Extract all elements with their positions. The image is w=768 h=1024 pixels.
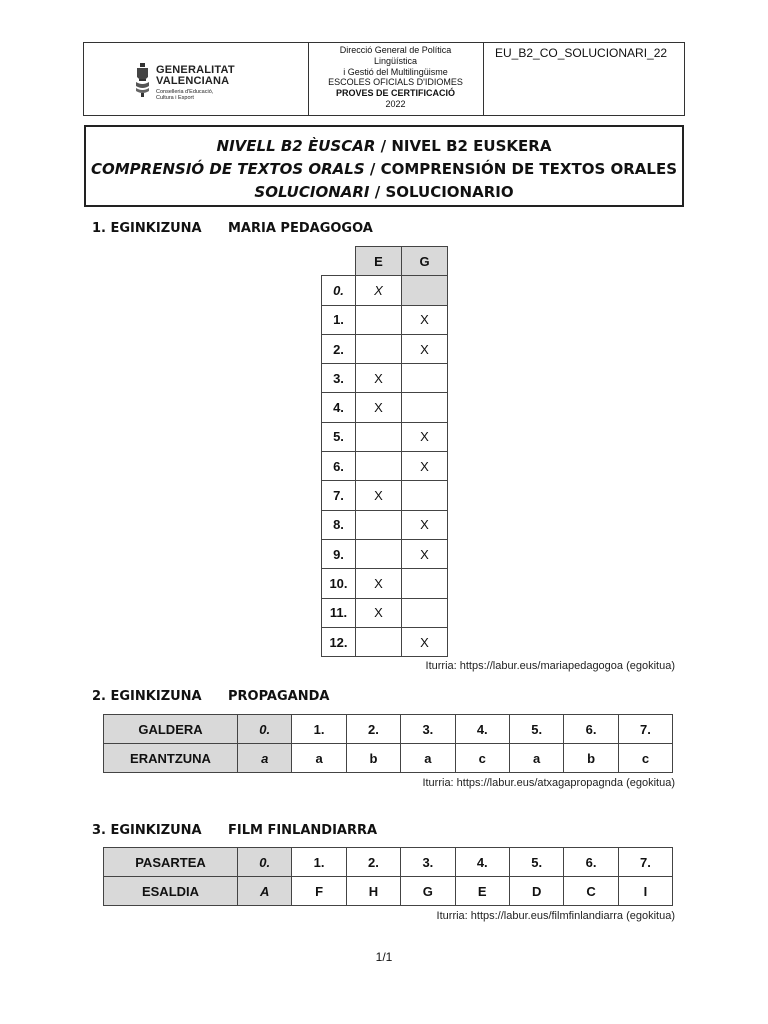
sentence-cell: H [346, 877, 400, 906]
logo-line-3: Conselleria d'Educació, [156, 89, 214, 95]
task2-source: Iturria: https://labur.eus/atxagapropagnda (egokitua) [422, 777, 675, 789]
table-row [104, 744, 673, 773]
answer-cell: b [564, 744, 618, 773]
title-es-3: SOLUCIONARIO [385, 183, 514, 201]
question-number: 2. [322, 334, 356, 363]
sentence-cell: I [618, 877, 672, 906]
logo-line-4: Cultura i Esport [156, 95, 194, 101]
question-cell: 7. [618, 715, 672, 744]
table-row [322, 364, 448, 393]
title-sep: / [375, 137, 392, 155]
title-ca-3: SOLUCIONARI [254, 183, 370, 201]
title-es-2: COMPRENSIÓN DE TEXTOS ORALES [380, 160, 677, 178]
passage-cell: 5. [509, 848, 563, 877]
question-number: 8. [322, 510, 356, 539]
answer-e: X [356, 481, 402, 510]
question-cell: 6. [564, 715, 618, 744]
task3-name: FILM FINLANDIARRA [228, 823, 378, 838]
answer-cell: a [509, 744, 563, 773]
answer-e: X [356, 393, 402, 422]
question-number: 11. [322, 598, 356, 627]
table-row [322, 627, 448, 656]
answer-cell: a [292, 744, 346, 773]
sentence-cell: C [564, 877, 618, 906]
sentence-cell: E [455, 877, 509, 906]
answer-cell: a [401, 744, 455, 773]
task3-source: Iturria: https://labur.eus/filmfinlandiarra (egokitua) [436, 910, 675, 922]
answer-cell: b [346, 744, 400, 773]
column-header-e: E [356, 247, 402, 276]
title-sep: / [364, 160, 381, 178]
answer-g [402, 393, 448, 422]
sentence-cell: G [401, 877, 455, 906]
passage-cell: 2. [346, 848, 400, 877]
passage-cell: 1. [292, 848, 346, 877]
answer-e: X [356, 364, 402, 393]
answer-g: X [402, 305, 448, 334]
task1-name: MARIA PEDAGOGOA [228, 221, 373, 236]
institution-line: i Gestió del Multilingüisme [343, 66, 448, 77]
table-header-row [322, 247, 448, 276]
table-row [322, 598, 448, 627]
question-cell: 4. [455, 715, 509, 744]
title-line-1 [86, 135, 682, 158]
institution-line: PROVES DE CERTIFICACIÓ [335, 88, 455, 99]
table-row [322, 305, 448, 334]
question-number: 12. [322, 627, 356, 656]
task1-answer-table [321, 246, 448, 657]
answer-e [356, 539, 402, 568]
row-label-esaldia: ESALDIA [104, 877, 238, 906]
question-number: 1. [322, 305, 356, 334]
passage-cell: 7. [618, 848, 672, 877]
task2-heading [92, 689, 329, 704]
task3-heading [92, 823, 377, 838]
sentence-cell: A [238, 877, 292, 906]
answer-g [402, 276, 448, 305]
question-cell: 0. [238, 715, 292, 744]
answer-g [402, 364, 448, 393]
task2-answer-table [103, 714, 673, 773]
title-line-3 [86, 181, 682, 204]
answer-e [356, 422, 402, 451]
header-logo-cell [84, 43, 309, 115]
answer-g [402, 598, 448, 627]
question-number: 0. [322, 276, 356, 305]
row-label-pasartea: PASARTEA [104, 848, 238, 877]
table-row [322, 539, 448, 568]
title-ca-1: NIVELL B2 ÈUSCAR [216, 137, 376, 155]
table-row [104, 877, 673, 906]
row-label-erantzuna: ERANTZUNA [104, 744, 238, 773]
page-number: 1/1 [375, 950, 393, 964]
question-number: 7. [322, 481, 356, 510]
column-header-g: G [402, 247, 448, 276]
answer-g: X [402, 422, 448, 451]
title-ca-2: COMPRENSIÓ DE TEXTOS ORALS [90, 160, 365, 178]
header-institution-cell [308, 43, 484, 115]
question-cell: 3. [401, 715, 455, 744]
table-row [322, 334, 448, 363]
answer-g: X [402, 539, 448, 568]
answer-g: X [402, 334, 448, 363]
document-code: EU_B2_CO_SOLUCIONARI_22 [495, 46, 668, 60]
question-number: 10. [322, 569, 356, 598]
answer-e: X [356, 569, 402, 598]
task2-name: PROPAGANDA [228, 689, 330, 704]
task1-source: Iturria: https://labur.eus/mariapedagogoa (egokitua) [425, 660, 675, 672]
question-number: 4. [322, 393, 356, 422]
answer-e: X [356, 276, 402, 305]
empty-corner-cell [322, 247, 356, 276]
answer-e [356, 627, 402, 656]
answer-e [356, 305, 402, 334]
answer-g: X [402, 627, 448, 656]
answer-g: X [402, 510, 448, 539]
passage-cell: 6. [564, 848, 618, 877]
passage-cell: 4. [455, 848, 509, 877]
answer-e: X [356, 598, 402, 627]
answer-e [356, 510, 402, 539]
table-row [322, 569, 448, 598]
sentence-cell: F [292, 877, 346, 906]
title-box [84, 125, 684, 207]
answer-cell: c [455, 744, 509, 773]
task3-answer-table [103, 847, 673, 906]
logo-line-2: VALENCIANA [156, 75, 230, 87]
row-label-galdera: GALDERA [104, 715, 238, 744]
answer-g [402, 569, 448, 598]
title-line-2 [86, 158, 682, 181]
question-number: 3. [322, 364, 356, 393]
question-number: 6. [322, 452, 356, 481]
institution-line: Direcció General de Política [339, 45, 452, 55]
document-header [83, 42, 685, 116]
sentence-cell: D [509, 877, 563, 906]
table-row [322, 276, 448, 305]
question-number: 5. [322, 422, 356, 451]
table-row [322, 422, 448, 451]
institution-line: ESCOLES OFICIALS D'IDIOMES [328, 77, 463, 88]
generalitat-logo-text [156, 65, 235, 101]
institution-line: Lingüística [373, 55, 418, 66]
logo-line-1: GENERALITAT [156, 64, 235, 76]
answer-g [402, 481, 448, 510]
passage-cell: 0. [238, 848, 292, 877]
table-row [322, 452, 448, 481]
answer-e [356, 334, 402, 363]
answer-cell: c [618, 744, 672, 773]
answer-e [356, 452, 402, 481]
generalitat-emblem-icon [134, 63, 151, 97]
answer-g: X [402, 452, 448, 481]
table-row [104, 715, 673, 744]
title-es-1: NIVEL B2 EUSKERA [391, 137, 552, 155]
question-cell: 1. [292, 715, 346, 744]
table-row [322, 393, 448, 422]
title-sep: / [369, 183, 386, 201]
question-cell: 5. [509, 715, 563, 744]
task3-label: 3. EGINKIZUNA [92, 823, 202, 838]
task2-label: 2. EGINKIZUNA [92, 689, 202, 704]
question-cell: 2. [346, 715, 400, 744]
table-row [322, 481, 448, 510]
passage-cell: 3. [401, 848, 455, 877]
task1-label: 1. EGINKIZUNA [92, 221, 202, 236]
institution-line: 2022 [385, 98, 406, 109]
table-row [322, 510, 448, 539]
answer-cell: a [238, 744, 292, 773]
question-number: 9. [322, 539, 356, 568]
table-row [104, 848, 673, 877]
task1-heading [92, 221, 373, 236]
